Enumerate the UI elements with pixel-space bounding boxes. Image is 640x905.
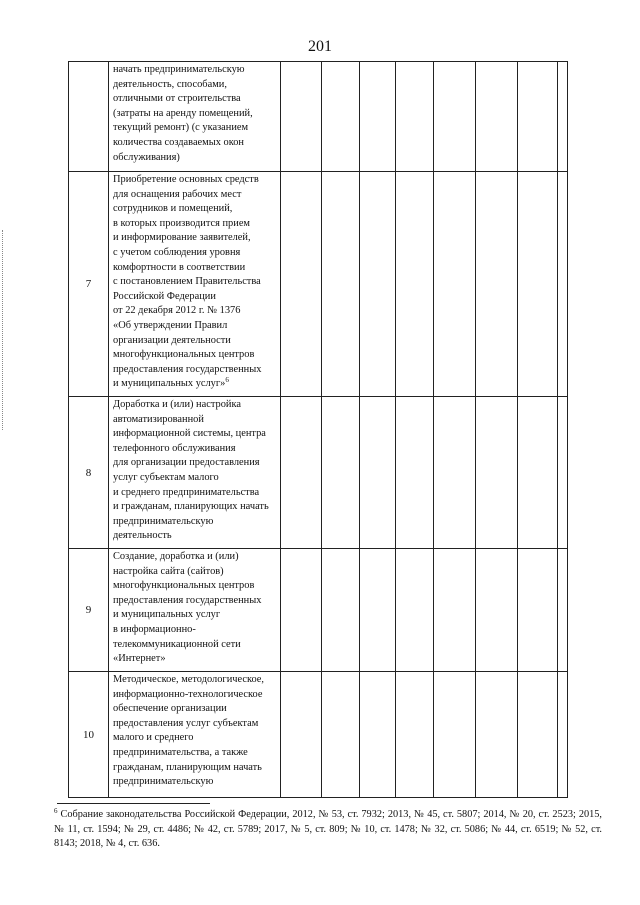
empty-cell [360,672,396,798]
empty-cell [558,172,568,397]
empty-cell [434,62,476,172]
empty-cell [396,549,434,672]
empty-cell [558,62,568,172]
empty-cell [558,397,568,549]
empty-cell [518,62,558,172]
footnote-separator [57,803,210,804]
measures-table [68,61,568,798]
row-description [109,172,281,397]
row-description [109,397,281,549]
empty-cell [281,672,322,798]
table-row [69,62,568,172]
footnote [54,808,602,852]
row-description-text: Приобретение основных средств для оснащения рабочих мест сотрудников и помещений, в которых производится прием и информирование заявителей, с учетом соблюдения уровня комфортности в соответствии с постановлением Правительства Российской Федерации от 22 декабря 2012 г. № 1376 «Об утверждении Правил организации деятельности многофункциональных центров предоставления государственных и муниципальных услуг» [113,174,262,390]
empty-cell [360,397,396,549]
empty-cell [476,62,518,172]
margin-scan-marks [2,230,5,430]
empty-cell [396,397,434,549]
footnote-marker: 6 [225,376,229,385]
empty-cell [281,172,322,397]
empty-cell [476,172,518,397]
footnote-text: Собрание законодательства Российской Федерации, 2012, № 53, ст. 7932; 2013, № 45, ст. 5807; 2014, № 20, ст. 2523; 2015, № 11, ст. 1594; № 29, ст. 4486; № 42, ст. 5789; 2017, № 5, ст. 809; № 10, ст. 1478; № 32, ст. 5086; № 44, ст. 6519; № 52, ст. 8143; 2018, № 4, ст. 636. [54,809,602,849]
row-description [109,672,281,798]
row-number: 8 [69,397,109,549]
row-description-text: Создание, доработка и (или) настройка сайта (сайтов) многофункциональных центров предоставления государственных и муниципальных услуг в информационно- телекоммуникационной сети «Интернет» [113,551,262,665]
empty-cell [360,549,396,672]
empty-cell [434,397,476,549]
empty-cell [322,549,360,672]
empty-cell [322,672,360,798]
empty-cell [396,62,434,172]
row-description-text: начать предпринимательскую деятельность, способами, отличными от строительства (затраты на аренду помещений, текущий ремонт) (с указанием количества создаваемых окон обслуживания) [113,64,253,163]
empty-cell [434,549,476,672]
empty-cell [322,172,360,397]
empty-cell [322,397,360,549]
table-row [69,172,568,397]
empty-cell [434,172,476,397]
empty-cell [281,549,322,672]
empty-cell [396,172,434,397]
row-description-text: Методическое, методологическое, информационно-технологическое обеспечение организации предоставления услуг субъектам малого и среднего предпринимательства, а также гражданам, планирующим начать предпринимательскую [113,674,265,788]
empty-cell [396,672,434,798]
empty-cell [476,549,518,672]
empty-cell [434,672,476,798]
page-number: 201 [308,38,332,55]
empty-cell [558,672,568,798]
empty-cell [322,62,360,172]
empty-cell [360,172,396,397]
table-row [69,672,568,798]
row-description [109,549,281,672]
empty-cell [281,62,322,172]
empty-cell [360,62,396,172]
table-row [69,549,568,672]
row-number: 7 [69,172,109,397]
empty-cell [518,397,558,549]
footnote-marker: 6 [54,807,58,815]
table-row [69,397,568,549]
empty-cell [281,397,322,549]
empty-cell [518,672,558,798]
empty-cell [476,397,518,549]
empty-cell [518,549,558,672]
row-description-text: Доработка и (или) настройка автоматизированной информационной системы, центра телефонного обслуживания для организации предоставления услуг субъектам малого и среднего предпринимательства и гражданам, планирующих начать предпринимательскую деятельность [113,399,269,542]
row-number: 9 [69,549,109,672]
row-number [69,62,109,172]
empty-cell [518,172,558,397]
row-description [109,62,281,172]
row-number: 10 [69,672,109,798]
empty-cell [558,549,568,672]
empty-cell [476,672,518,798]
